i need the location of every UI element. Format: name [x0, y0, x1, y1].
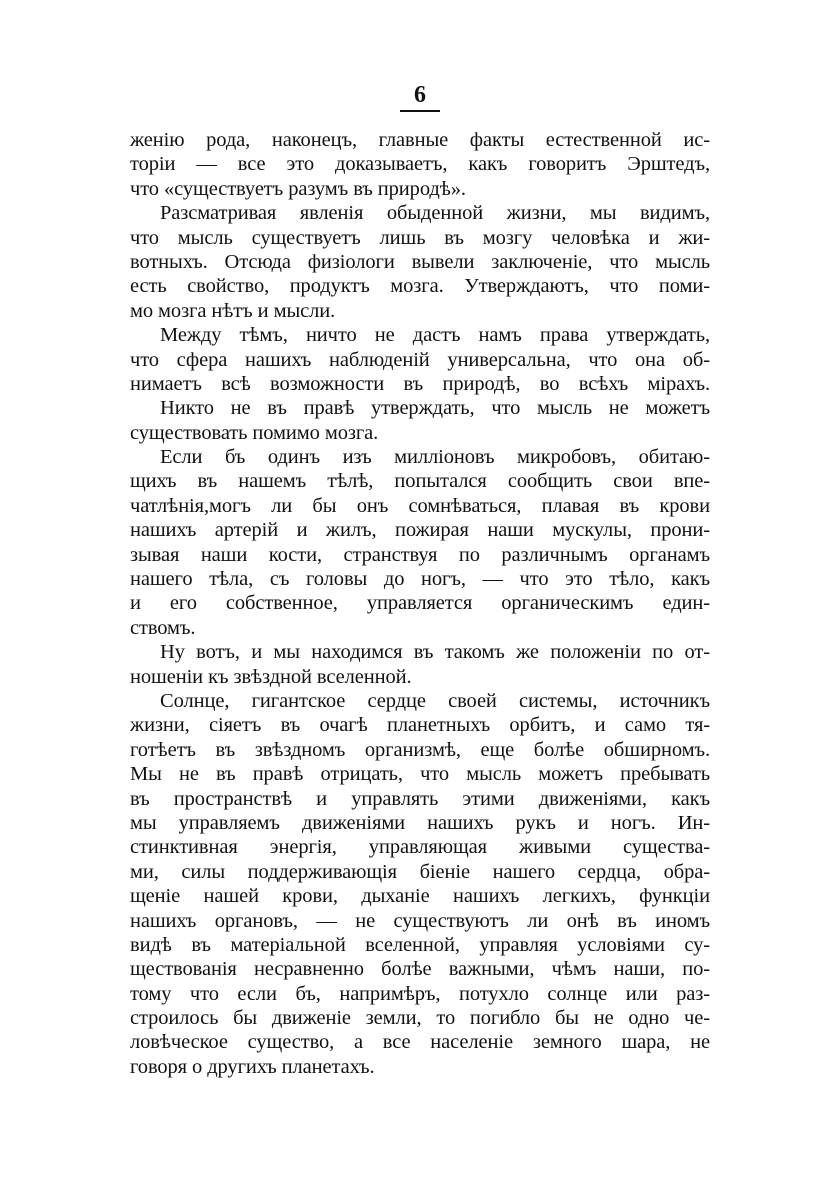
text-line: есть свойство, продуктъ мозга. Утверждаютъ, что поми- [130, 275, 710, 298]
text-line: торіи — все это доказываетъ, какъ говоритъ Эрштедъ, [130, 153, 710, 176]
text-line: нашего тѣла, съ головы до ногъ, — что это тѣло, какъ [130, 568, 710, 591]
text-line: щихъ въ нашемъ тѣлѣ, попытался сообщить свои впе- [130, 470, 710, 493]
text-line: стинктивная энергія, управляющая живыми существа- [130, 836, 710, 859]
paragraph [130, 201, 710, 323]
text-line: ми, силы поддерживающія біеніе нашего сердца, обра- [130, 860, 710, 883]
text-line: чатлѣнія,могъ ли бы онъ сомнѣваться, плавая въ крови [130, 494, 710, 517]
text-line: что сфера нашихъ наблюденій универсальна, что она об- [130, 348, 710, 371]
text-line: ношеніи къ звѣздной вселенной. [130, 665, 412, 688]
paragraph [130, 689, 710, 1079]
text-line: строилось бы движеніе земли, то погибло бы не одно че- [130, 1007, 710, 1030]
text-line: готѣетъ въ звѣздномъ организмѣ, еще болѣе обширномъ. [130, 738, 710, 761]
text-line: Мы не въ правѣ отрицать, что мысль можетъ пребывать [130, 763, 710, 786]
text-line: женію рода, наконецъ, главные факты естественной ис- [130, 129, 710, 151]
text-line: существовать помимо мозга. [130, 421, 379, 444]
text-line: зывая наши кости, странствуя по различнымъ органамъ [130, 543, 710, 566]
paragraph [130, 396, 710, 445]
text-line: тому что если бъ, напримѣръ, потухло солнце или раз- [130, 982, 710, 1005]
text-line: вотныхъ. Отсюда физіологи вывели заключеніе, что мысль [130, 250, 710, 273]
text-line: что мысль существуетъ лишь въ мозгу человѣка и жи- [130, 226, 710, 249]
text-line: Солнце, гигантское сердце своей системы, источникъ [160, 689, 710, 712]
text-line: Разсматривая явленія обыденной жизни, мы видимъ, [160, 202, 710, 225]
paragraph [130, 128, 710, 201]
text-line: нимаетъ всѣ возможности въ природѣ, во всѣхъ мірахъ. [130, 372, 710, 395]
text-line: Никто не въ правѣ утверждать, что мысль не можетъ [160, 397, 710, 420]
text-line: мо мозга нѣтъ и мысли. [130, 299, 336, 322]
text-line: ловѣческое существо, а все населеніе земного шара, не [130, 1031, 710, 1054]
text-line: ствомъ. [130, 616, 196, 639]
text-line: мы управляемъ движеніями нашихъ рукъ и ногъ. Ин- [130, 811, 710, 834]
paragraph [130, 445, 710, 640]
text-line: ществованія несравненно болѣе важными, чѣмъ наши, по- [130, 958, 710, 981]
text-line: Если бъ одинъ изъ милліоновъ микробовъ, обитаю- [160, 446, 710, 469]
text-line: что «существуетъ разумъ въ природѣ». [130, 177, 466, 200]
text-line: видѣ въ матеріальной вселенной, управляя условіями су- [130, 933, 710, 956]
body-text [130, 128, 710, 1079]
text-line: и его собственное, управляется органическимъ един- [130, 592, 710, 615]
text-line: щеніе нашей крови, дыханіе нашихъ легкихъ, функціи [130, 885, 710, 908]
page-number: 6 [400, 82, 440, 112]
paragraph [130, 640, 710, 689]
text-line: Ну вотъ, и мы находимся въ такомъ же положеніи по от- [160, 641, 710, 664]
paragraph [130, 323, 710, 396]
text-line: жизни, сіяетъ въ очагѣ планетныхъ орбитъ, и само тя- [130, 714, 710, 737]
text-line: въ пространствѣ и управлять этими движеніями, какъ [130, 787, 710, 810]
text-line: говоря о другихъ планетахъ. [130, 1055, 375, 1078]
page-header [0, 82, 840, 112]
text-line: Между тѣмъ, ничто не дастъ намъ права утверждать, [160, 324, 710, 347]
text-line: нашихъ органовъ, — не существуютъ ли онѣ въ иномъ [130, 909, 710, 932]
text-line: нашихъ артерій и жилъ, пожирая наши мускулы, прони- [130, 519, 710, 542]
